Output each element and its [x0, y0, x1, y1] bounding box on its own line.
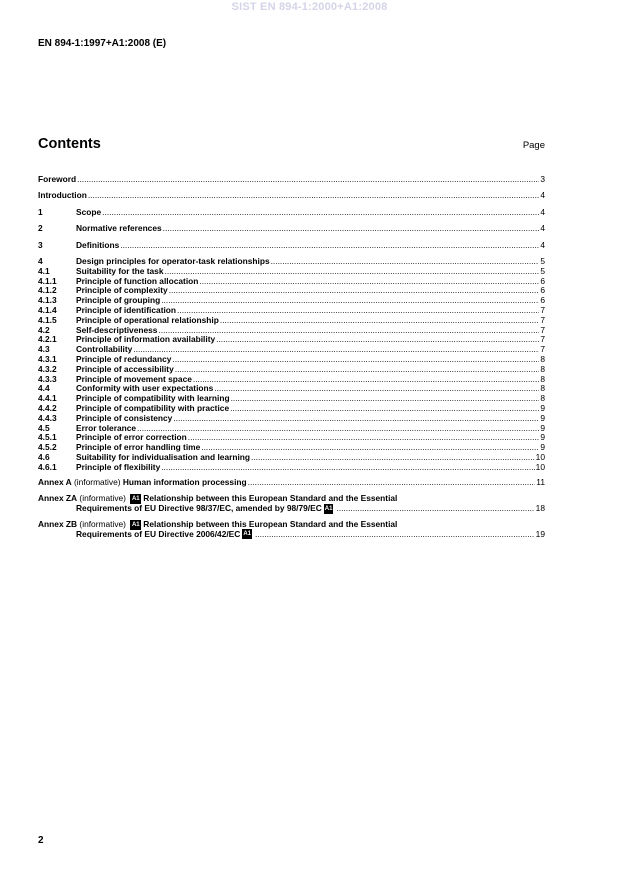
- toc-entry-title: Principle of function allocation: [76, 275, 199, 286]
- toc-entry-number: 2: [38, 223, 43, 234]
- toc-entry-page: 7: [540, 324, 545, 335]
- annex-title-cont: Requirements of EU Directive 98/37/EC, amended by 98/79/EC: [76, 503, 322, 514]
- toc-entry-title: Normative references: [76, 223, 162, 234]
- toc-entry-number: 4.3: [38, 344, 50, 355]
- leader-dots: [88, 191, 539, 201]
- toc-entry-definitions[interactable]: [38, 241, 545, 251]
- toc-entry-title: Suitability for the task: [76, 265, 164, 276]
- toc-entry-page: 8: [540, 353, 545, 364]
- leader-dots: [248, 478, 536, 488]
- amendment-start-icon: A1: [131, 496, 140, 503]
- leader-dots: [158, 326, 539, 336]
- annex-label: Annex ZA: [38, 493, 78, 504]
- amendment-start-icon: A1: [131, 521, 140, 528]
- toc-entry-page: 4: [540, 239, 545, 250]
- toc-section-4: [38, 257, 545, 473]
- toc-entry-title: Suitability for individualisation and learning: [76, 451, 251, 462]
- leader-dots: [255, 530, 535, 540]
- toc-entry-number: 3: [38, 239, 43, 250]
- toc-entry-page: 10: [535, 451, 545, 462]
- toc-entry-page: 8: [540, 393, 545, 404]
- leader-dots: [231, 394, 540, 404]
- leader-dots: [102, 208, 539, 218]
- leader-dots: [161, 296, 539, 306]
- leader-dots: [220, 316, 539, 326]
- leader-dots: [120, 241, 539, 251]
- annex-page: 11: [536, 477, 545, 488]
- annex-informative: (informative): [79, 518, 126, 529]
- toc-entry-number: 4.1.4: [38, 304, 57, 315]
- toc-entry-page: 6: [540, 295, 545, 306]
- toc-entry-title: Definitions: [76, 239, 120, 250]
- toc-entry-number: 1: [38, 206, 43, 217]
- leader-dots: [165, 267, 540, 277]
- toc-entry-page: 8: [540, 363, 545, 374]
- toc-entry-number: 4.4.1: [38, 393, 57, 404]
- amendment-end-icon: A1: [324, 505, 333, 512]
- leader-dots: [161, 463, 534, 473]
- toc-entry-scope[interactable]: [38, 208, 545, 218]
- toc-entry-number: 4.2.1: [38, 334, 57, 345]
- annex-title: Relationship between this European Standard and the Essential: [143, 518, 398, 529]
- leader-dots: [173, 414, 539, 424]
- toc-entry-title: Principle of error handling time: [76, 442, 201, 453]
- toc-entry-number: 4.6: [38, 451, 50, 462]
- toc-entry-number: 4.5.1: [38, 432, 57, 443]
- toc-entry-title: Principle of operational relationship: [76, 314, 219, 325]
- toc-entry-title: Principle of information availability: [76, 334, 216, 345]
- document-id: EN 894-1:1997+A1:2008 (E): [38, 38, 167, 49]
- toc-entry-page: 4: [540, 206, 545, 217]
- toc-entry-page: 3: [540, 174, 545, 184]
- watermark: SIST EN 894-1:2000+A1:2008: [231, 1, 388, 13]
- toc-annex-za[interactable]: [38, 494, 545, 514]
- toc-entry-page: 8: [540, 373, 545, 384]
- toc-entry-title: Principle of consistency: [76, 412, 173, 423]
- table-of-contents: [38, 175, 545, 539]
- toc-entry-introduction[interactable]: [38, 191, 545, 201]
- toc-entry-page: 5: [540, 265, 545, 276]
- toc-entry-page: 7: [540, 314, 545, 325]
- toc-entry-title: Introduction: [38, 190, 87, 201]
- toc-entry-number: 4.3.3: [38, 373, 57, 384]
- toc-entry-page: 9: [540, 422, 545, 433]
- toc-entry-page: 7: [540, 304, 545, 315]
- page-number: 2: [38, 835, 44, 846]
- annex-title: Relationship between this European Standard and the Essential: [143, 493, 398, 504]
- leader-dots: [336, 504, 534, 514]
- toc-entry-page: 6: [540, 275, 545, 286]
- leader-dots: [271, 257, 540, 267]
- toc-entry-number: 4.3.1: [38, 353, 57, 364]
- toc-entry-title: Conformity with user expectations: [76, 383, 214, 394]
- toc-entry-page: 4: [540, 190, 545, 201]
- leader-dots: [133, 345, 539, 355]
- toc-annex-zb[interactable]: [38, 520, 545, 540]
- toc-entry-number: 4.4.3: [38, 412, 57, 423]
- leader-dots: [201, 443, 539, 453]
- toc-entry-title: Error tolerance: [76, 422, 137, 433]
- toc-entry-number: 4.1.3: [38, 295, 57, 306]
- toc-entry-number: 4.4.2: [38, 402, 57, 413]
- toc-entry-foreword[interactable]: [38, 175, 545, 185]
- toc-entry-page: 10: [535, 461, 545, 472]
- leader-dots: [137, 424, 539, 434]
- toc-entry-number: 4.6.1: [38, 461, 57, 472]
- leader-dots: [230, 404, 539, 414]
- annex-informative: (informative): [74, 477, 121, 488]
- toc-entry-title: Principle of redundancy: [76, 353, 172, 364]
- annex-title-cont: Requirements of EU Directive 2006/42/EC: [76, 528, 241, 539]
- toc-entry-page: 6: [540, 285, 545, 296]
- annex-page: 18: [535, 503, 545, 514]
- toc-entry-normative-references[interactable]: [38, 224, 545, 234]
- toc-entry-title: Principle of identification: [76, 304, 177, 315]
- toc-entry-title: Principle of flexibility: [76, 461, 161, 472]
- amendment-end-icon: A1: [243, 531, 251, 538]
- toc-entry-title: Foreword: [38, 174, 77, 184]
- toc-entry-page: 4: [540, 223, 545, 234]
- toc-entry-page: 9: [540, 432, 545, 443]
- toc-entry-title: Principle of grouping: [76, 295, 161, 306]
- leader-dots: [216, 335, 539, 345]
- toc-entry-page: 9: [540, 402, 545, 413]
- toc-entry-title: Principle of compatibility with practice: [76, 402, 230, 413]
- leader-dots: [251, 453, 535, 463]
- toc-entry-page: 7: [540, 344, 545, 355]
- contents-heading: Contents: [38, 136, 101, 152]
- toc-entry-number: 4.5: [38, 422, 50, 433]
- leader-dots: [163, 224, 540, 234]
- toc-entry[interactable]: [38, 463, 545, 473]
- annex-informative: (informative): [79, 493, 126, 504]
- toc-annex-a[interactable]: [38, 478, 545, 488]
- toc-entry-page: 8: [540, 383, 545, 394]
- leader-dots: [172, 355, 539, 365]
- toc-entry-number: 4.1.2: [38, 285, 57, 296]
- toc-entry-title: Principle of complexity: [76, 285, 168, 296]
- leader-dots: [188, 433, 540, 443]
- leader-dots: [214, 384, 539, 394]
- leader-dots: [199, 277, 539, 287]
- toc-entry-title: Principle of compatibility with learning: [76, 393, 230, 404]
- annex-title: Human information processing: [122, 477, 247, 488]
- toc-entry-number: 4.5.2: [38, 442, 57, 453]
- leader-dots: [77, 175, 539, 185]
- annex-page: 19: [535, 528, 545, 539]
- toc-entry-number: 4.4: [38, 383, 50, 394]
- toc-entry-title: Scope: [76, 206, 102, 217]
- toc-entry-number: 4.1.5: [38, 314, 57, 325]
- toc-entry-page: 9: [540, 412, 545, 423]
- toc-entry-number: 4: [38, 255, 43, 266]
- toc-entry-page: 7: [540, 334, 545, 345]
- toc-entry-number: 4.2: [38, 324, 50, 335]
- toc-entry-title: Principle of accessibility: [76, 363, 174, 374]
- annex-label: Annex ZB: [38, 518, 78, 529]
- toc-entry-title: Controllability: [76, 344, 133, 355]
- toc-entry-page: 5: [540, 255, 545, 266]
- leader-dots: [193, 375, 539, 385]
- toc-entry-title: Design principles for operator-task relationships: [76, 255, 270, 266]
- toc-entry-number: 4.1.1: [38, 275, 57, 286]
- toc-entry-title: Self-descriptiveness: [76, 324, 158, 335]
- page-column-label: Page: [522, 140, 545, 151]
- leader-dots: [177, 306, 539, 316]
- toc-entry-number: 4.1: [38, 265, 50, 276]
- toc-entry-title: Principle of movement space: [76, 373, 192, 384]
- toc-entry-number: 4.3.2: [38, 363, 57, 374]
- leader-dots: [175, 365, 540, 375]
- toc-entry-title: Principle of error correction: [76, 432, 187, 443]
- toc-entry-page: 9: [540, 442, 545, 453]
- annex-label: Annex A: [38, 477, 72, 488]
- leader-dots: [169, 286, 540, 296]
